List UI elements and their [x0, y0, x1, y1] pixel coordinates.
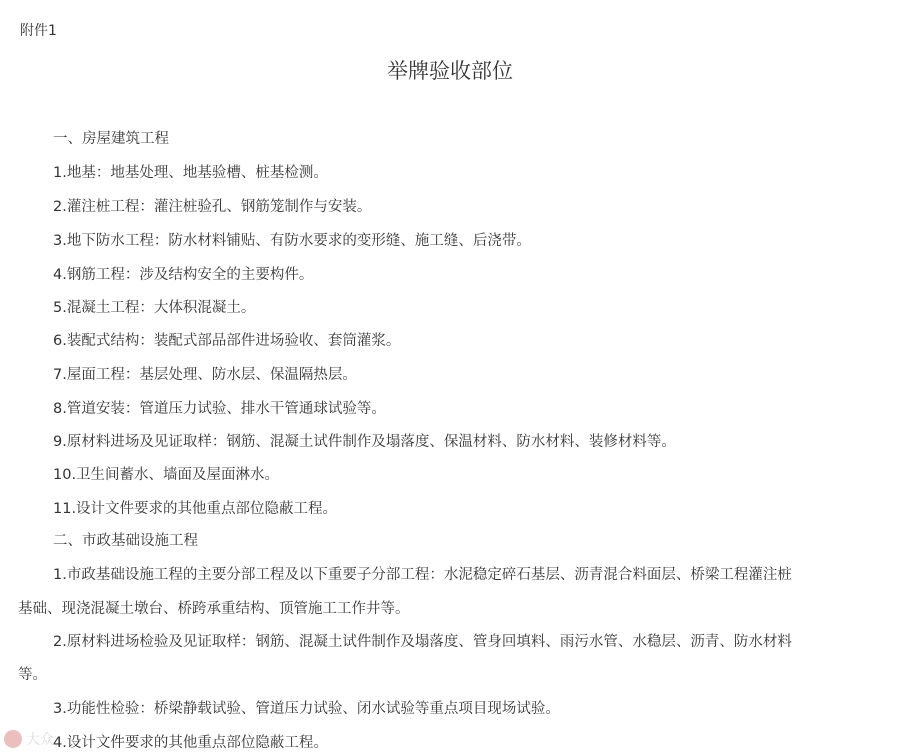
list-item: 6.装配式结构：装配式部品部件进场验收、套筒灌浆。	[53, 333, 401, 349]
list-item: 5.混凝土工程：大体积混凝土。	[53, 300, 256, 316]
page-title: 举牌验收部位	[387, 59, 513, 83]
list-item: 9.原材料进场及见证取样：钢筋、混凝土试件制作及塌落度、保温材料、防水材料、装修材料等。	[53, 434, 676, 450]
list-item: 10.卫生间蓄水、墙面及屋面淋水。	[53, 467, 280, 483]
list-item: 11.设计文件要求的其他重点部位隐蔽工程。	[53, 501, 338, 517]
section-heading-building: 一、房屋建筑工程	[53, 131, 169, 147]
watermark	[4, 727, 54, 751]
list-item-continuation: 基础、现浇混凝土墩台、桥跨承重结构、顶管施工工作井等。	[18, 601, 410, 617]
watermark-text: 大众	[26, 732, 54, 748]
list-item: 3.地下防水工程：防水材料铺贴、有防水要求的变形缝、施工缝、后浇带。	[53, 233, 531, 249]
list-item: 8.管道安装：管道压力试验、排水干管通球试验等。	[53, 401, 386, 417]
list-item: 2.灌注桩工程：灌注桩验孔、钢筋笼制作与安装。	[53, 199, 372, 215]
list-item: 4.钢筋工程：涉及结构安全的主要构件。	[53, 267, 314, 283]
list-item: 1.地基：地基处理、地基验槽、桩基检测。	[53, 165, 328, 181]
list-item: 2.原材料进场检验及见证取样：钢筋、混凝土试件制作及塌落度、管身回填料、雨污水管、水稳层、沥青、防水材料	[53, 634, 792, 650]
list-item: 4.设计文件要求的其他重点部位隐蔽工程。	[53, 735, 328, 751]
list-item: 7.屋面工程：基层处理、防水层、保温隔热层。	[53, 367, 357, 383]
attachment-label: 附件1	[20, 23, 57, 39]
list-item: 3.功能性检验：桥梁静载试验、管道压力试验、闭水试验等重点项目现场试验。	[53, 701, 560, 717]
section-heading-municipal: 二、市政基础设施工程	[53, 533, 198, 549]
watermark-logo-icon	[4, 730, 22, 748]
list-item: 1.市政基础设施工程的主要分部工程及以下重要子分部工程：水泥稳定碎石基层、沥青混合料面层、桥梁工程灌注桩	[53, 567, 792, 583]
list-item-continuation: 等。	[18, 667, 47, 683]
